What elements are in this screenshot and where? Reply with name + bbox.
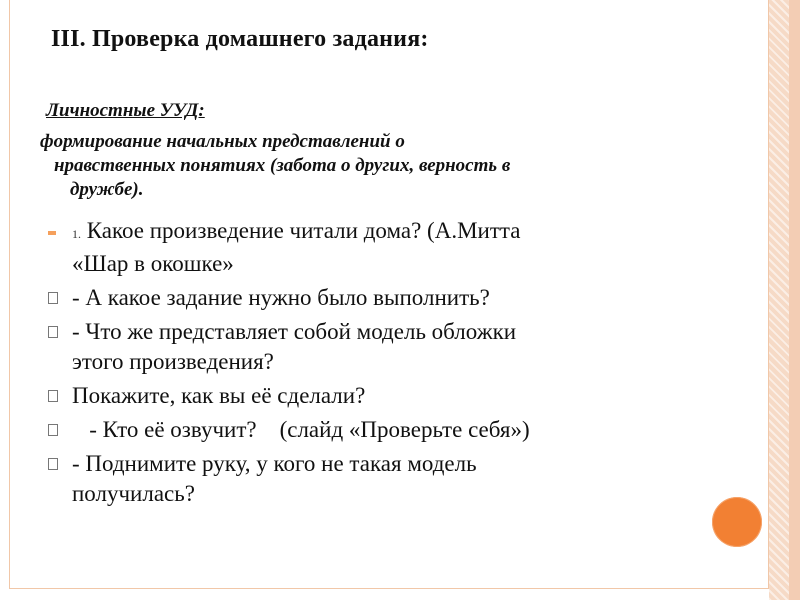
item-text-continued: получилась?: [72, 481, 195, 506]
item-text: - Кто её озвучит? (слайд «Проверьте себя»): [72, 417, 530, 442]
slide-title: III. Проверка домашнего задания:: [51, 26, 429, 52]
list-item: [34, 283, 724, 313]
question-list: [34, 216, 724, 513]
square-bullet-icon: [48, 390, 58, 402]
description: [40, 130, 730, 202]
subtitle: Личностные УУД:: [46, 100, 205, 121]
item-text: - Поднимите руку, у кого не такая модель: [72, 451, 477, 476]
item-text: Покажите, как вы её сделали?: [72, 383, 366, 408]
item-text: - А какое задание нужно было выполнить?: [72, 285, 490, 310]
list-item: [34, 449, 724, 509]
description-line-2: нравственных понятиях (забота о других, верность в: [54, 155, 511, 176]
item-number: 1.: [72, 227, 81, 241]
list-item: [34, 216, 724, 279]
description-line-3: дружбе).: [70, 179, 144, 200]
description-line-1: формирование начальных представлений о: [40, 131, 405, 152]
list-item: [34, 415, 724, 445]
item-text-continued: «Шар в окошке»: [72, 251, 234, 276]
list-item: [34, 381, 724, 411]
item-text: Какое произведение читали дома? (А.Митта: [81, 218, 521, 243]
list-item: [34, 317, 724, 377]
square-bullet-icon: [48, 292, 58, 304]
orange-bullet-icon: [48, 231, 56, 235]
item-text: - Что же представляет собой модель обложки: [72, 319, 517, 344]
decorative-side-strip: [789, 0, 800, 600]
square-bullet-icon: [48, 458, 58, 470]
square-bullet-icon: [48, 424, 58, 436]
item-text-continued: этого произведения?: [72, 349, 274, 374]
square-bullet-icon: [48, 326, 58, 338]
